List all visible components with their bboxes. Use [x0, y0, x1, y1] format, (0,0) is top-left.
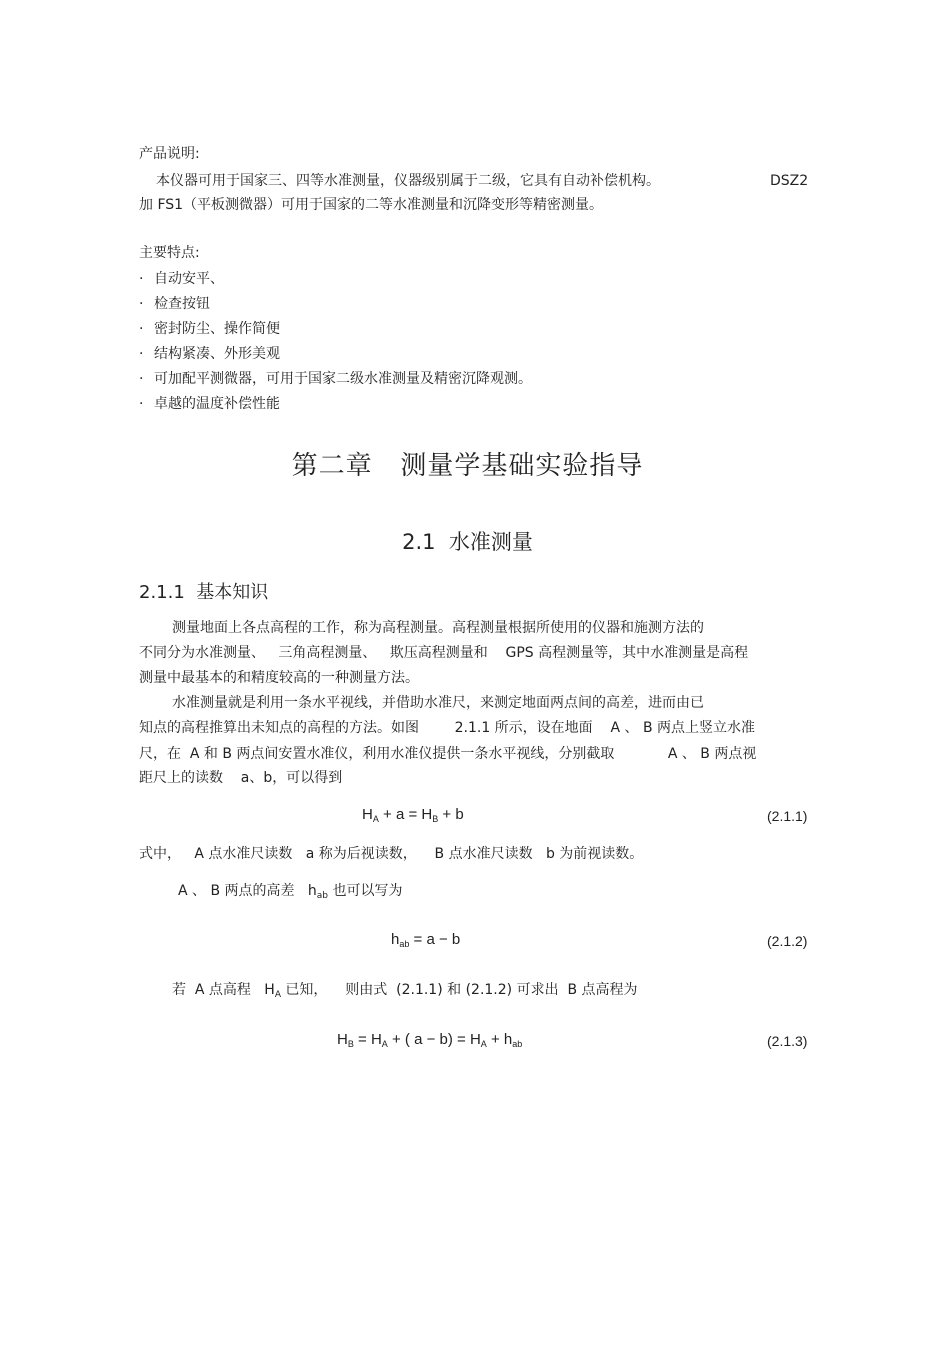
subsection-title: 2.1.1 基本知识: [139, 582, 269, 603]
feature-item: · 密封防尘、操作简便: [139, 321, 280, 337]
product-model: DSZ2: [770, 173, 809, 189]
feature-item: · 自动安平、: [139, 271, 224, 287]
product-line-2: 加 FS1（平板测微器）可用于国家的二等水准测量和沉降变形等精密测量。: [139, 197, 604, 213]
bullet-icon: ·: [139, 296, 144, 312]
paragraph-line: 距尺上的读数 a、b，可以得到: [139, 770, 343, 786]
where-line: 式中， A 点水准尺读数 a 称为后视读数， B 点水准尺读数 b 为前视读数。: [139, 846, 644, 862]
bullet-icon: ·: [139, 346, 144, 362]
feature-item: · 结构紧凑、外形美观: [139, 346, 280, 362]
paragraph-line: 尺，在 A 和 B 两点间安置水准仪，利用水准仪提供一条水平视线，分别截取 A 、 B 两点视: [139, 746, 757, 762]
bullet-icon: ·: [139, 396, 144, 412]
diff-line: A 、 B 两点的高差 $h_{ab}$ 也可以写为: [178, 883, 403, 901]
chapter-title: 第二章 测量学基础实验指导: [291, 451, 644, 481]
bullet-icon: ·: [139, 371, 144, 387]
bullet-icon: ·: [139, 271, 144, 287]
paragraph-line: 测量地面上各点高程的工作，称为高程测量。高程测量根据所使用的仪器和施测方法的: [172, 620, 704, 636]
equation-2-1-1: $H_A + a = H_B + b$: [362, 806, 464, 824]
equation-2-1-3: $H_B = H_A$ + ( $a - b) = H_A + h_{ab}$: [337, 1031, 523, 1049]
paragraph-line: 不同分为水准测量、 三角高程测量、 欺压高程测量和 GPS 高程测量等，其中水准测量是高程: [139, 645, 749, 661]
equation-number: (2.1.2): [767, 933, 808, 949]
feature-item: · 可加配平测微器，可用于国家二级水准测量及精密沉降观测。: [139, 371, 532, 387]
known-line: 若 A 点高程 $H_A$ 已知， 则由式 (2.1.1) 和 (2.1.2) 可求出 B 点高程为: [172, 982, 638, 1000]
paragraph-line: 测量中最基本的和精度较高的一种测量方法。: [139, 670, 419, 686]
section-title: 2.1 水准测量: [402, 530, 533, 554]
paragraph-line: 知点的高程推算出未知点的高程的方法。如图 2.1.1 所示，设在地面 A 、 B 两点上竖立水准: [139, 720, 756, 736]
equation-number: (2.1.3): [767, 1033, 808, 1049]
equation-2-1-2: $h_{ab} = a - b$: [391, 931, 461, 949]
product-label: 产品说明:: [139, 146, 200, 162]
bullet-icon: ·: [139, 321, 144, 337]
feature-item: · 检查按钮: [139, 296, 210, 312]
equation-number: (2.1.1): [767, 808, 808, 824]
features-label: 主要特点:: [139, 245, 200, 261]
paragraph-line: 水准测量就是利用一条水平视线，并借助水准尺，来测定地面两点间的高差，进而由已: [172, 695, 704, 711]
feature-item: · 卓越的温度补偿性能: [139, 396, 280, 412]
product-line-1: 本仪器可用于国家三、四等水准测量，仪器级别属于二级，它具有自动补偿机构。: [156, 173, 660, 189]
